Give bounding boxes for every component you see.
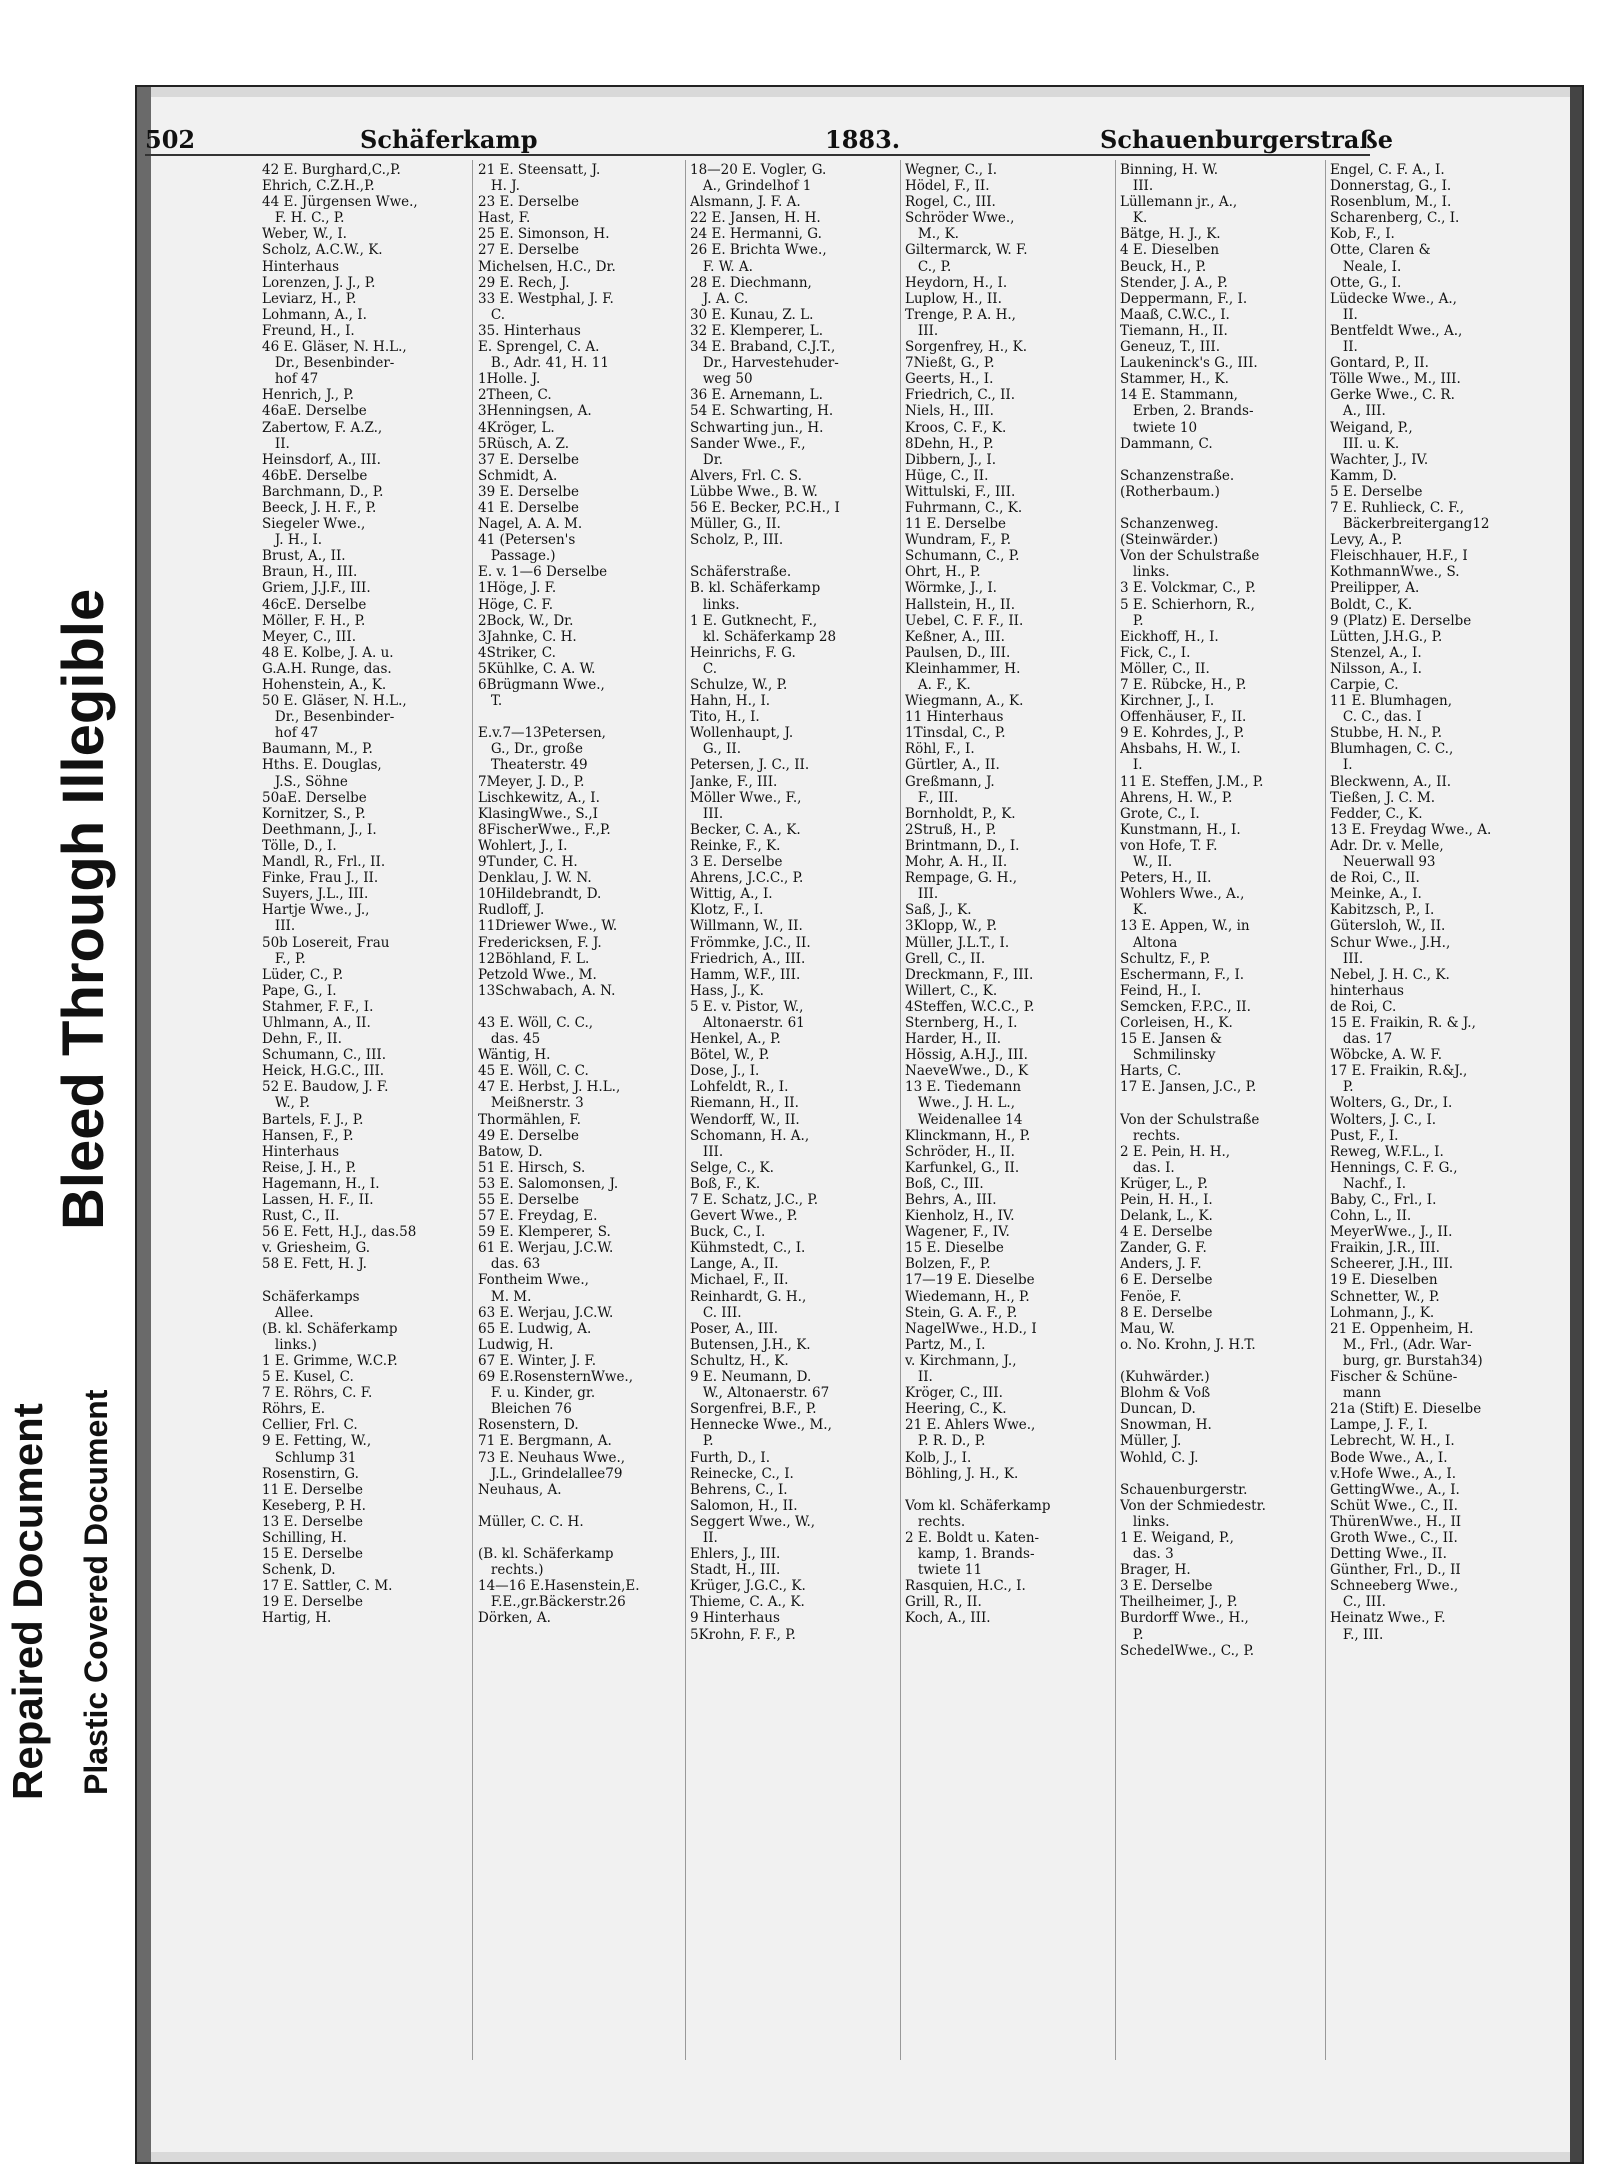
scan-margin: [0, 0, 130, 2177]
header-left-title: Schäferkamp: [360, 125, 538, 154]
header-year: 1883.: [825, 125, 901, 154]
directory-column-3: 18—20 E. Vogler, G. A., Grindelhof 1 Alsmann, J. F. A. 22 E. Jansen, H. H. 24 E. Hermanni, G. 26 E. Brichta Wwe., F. W. A. 28 E. Diechmann, J. A. C. 30 E. Kunau, Z. L. 32 E. Klemperer, L. 34 E. Braband, C.J.T., Dr., Harvestehuder- weg 50 36 E. Arnemann, L. 54 E. Schwarting, H. Schwarting jun., H. Sander Wwe., F., Dr. Alvers, Frl. C. S. Lübbe Wwe., B. W. 56 E. Becker, P.C.H., I Müller, G., II. Scholz, P., III. Schäferstraße. B. kl. Schäferkamp links. 1 E. Gutknecht, F., kl. Schäferkamp 28 Heinrichs, F. G. C. Schulze, W., P. Hahn, H., I. Tito, H., I. Wollenhaupt, J. G., II. Petersen, J. C., II. Janke, F., III. Möller Wwe., F., III. Becker, C. A., K. Reinke, F., K. 3 E. Derselbe Ahrens, J.C.C., P. Wittig, A., I. Klotz, F., I. Willmann, W., II. Frömmke, J.C., II. Friedrich, A., III. Hamm, W.F., III. Hass, J., K. 5 E. v. Pistor, W., Altonaerstr. 61 Henkel, A., P. Bötel, W., P. Dose, J., I. Lohfeldt, R., I. Riemann, H., II. Wendorff, W., II. Schomann, H. A., III. Selge, C., K. Boß, F., K. 7 E. Schatz, J.C., P. Gevert Wwe., P. Buck, C., I. Kühmstedt, C., I. Lange, A., II. Michael, F., II. Reinhardt, G. H., C. III. Poser, A., III. Butensen, J.H., K. Schultz, H., K. 9 E. Neumann, D. W., Altonaerstr. 67 Sorgenfrei, B.F., P. Hennecke Wwe., M., P. Furth, D., I. Reinecke, C., I. Behrens, C., I. Salomon, H., II. Seggert Wwe., W., II. Ehlers, J., III. Stadt, H., III. Krüger, J.G.C., K. Thieme, C. A., K. 9 Hinterhaus 5Krohn, F. F., P.: [690, 162, 840, 1643]
plastic-covered-label: Plastic Covered Document: [78, 1389, 114, 1795]
directory-column-4: Wegner, C., I. Hödel, F., II. Rogel, C., III. Schröder Wwe., M., K. Giltermarck, W. F. C., P. Heydorn, H., I. Luplow, H., II. Trenge, P. A. H., III. Sorgenfrey, H., K. 7Nießt, G., P. Geerts, H., I. Friedrich, C., II. Niels, H., III. Kroos, C. F., K. 8Dehn, H., P. Dibbern, J., I. Hüge, C., II. Wittulski, F., III. Fuhrmann, C., K. 11 E. Derselbe Wundram, F., P. Schumann, C., P. Ohrt, H., P. Wörmke, J., I. Hallstein, H., II. Uebel, C. F. F., II. Keßner, A., III. Paulsen, D., III. Kleinhammer, H. A. F., K. Wiegmann, A., K. 11 Hinterhaus 1Tinsdal, C., P. Röhl, F., I. Gürtler, A., II. Greßmann, J. F., III. Bornholdt, P., K. 2Struß, H., P. Brintmann, D., I. Mohr, A. H., II. Rempage, G. H., III. Saß, J., K. 3Klopp, W., P. Müller, J.L.T., I. Grell, C., II. Dreckmann, F., III. Willert, C., K. 4Steffen, W.C.C., P. Sternberg, H., I. Harder, H., II. Hössig, A.H.J., III. NaeveWwe., D., K 13 E. Tiedemann Wwe., J. H. L., Weidenallee 14 Klinckmann, H., P. Schröder, H., II. Karfunkel, G., II. Boß, C., III. Behrs, A., III. Kienholz, H., IV. Wagener, F., IV. 15 E. Dieselbe Bolzen, F., P. 17—19 E. Dieselbe Wiedemann, H., P. Stein, G. A. F., P. NagelWwe., H.D., I Partz, M., I. v. Kirchmann, J., II. Kröger, C., III. Heering, C., K. 21 E. Ahlers Wwe., P. R. D., P. Kolb, J., I. Böhling, J. H., K. Vom kl. Schäferkamp rechts. 2 E. Boldt u. Katen- kamp, 1. Brands- twiete 11 Rasquien, H.C., I. Grill, R., II. Koch, A., III.: [905, 162, 1051, 1627]
column-divider: [1115, 160, 1116, 2060]
column-divider: [472, 160, 473, 2060]
directory-column-2: 21 E. Steensatt, J. H. J. 23 E. Derselbe Hast, F. 25 E. Simonson, H. 27 E. Derselbe Michelsen, H.C., Dr. 29 E. Rech, J. 33 E. Westphal, J. F. C. 35. Hinterhaus E. Sprengel, C. A. B., Adr. 41, H. 11 1Holle. J. 2Theen, C. 3Henningsen, A. 4Kröger, L. 5Rüsch, A. Z. 37 E. Derselbe Schmidt, A. 39 E. Derselbe 41 E. Derselbe Nagel, A. A. M. 41 (Petersen's Passage.) E. v. 1—6 Derselbe 1Höge, J. F. Höge, C. F. 2Bock, W., Dr. 3Jahnke, C. H. 4Striker, C. 5Kühlke, C. A. W. 6Brügmann Wwe., T. E.v.7—13Petersen, G., Dr., große Theaterstr. 49 7Meyer, J. D., P. Lischkewitz, A., I. KlasingWwe., S.,I 8FischerWwe., F.,P. Wohlert, J., I. 9Tunder, C. H. Denklau, J. W. N. 10Hildebrandt, D. Rudloff, J. 11Driewer Wwe., W. Fredericksen, F. J. 12Böhland, F. L. Petzold Wwe., M. 13Schwabach, A. N. 43 E. Wöll, C. C., das. 45 Wäntig, H. 45 E. Wöll, C. C. 47 E. Herbst, J. H.L., Meißnerstr. 3 Thormählen, F. 49 E. Derselbe Batow, D. 51 E. Hirsch, S. 53 E. Salomonsen, J. 55 E. Derselbe 57 E. Freydag, E. 59 E. Klemperer, S. 61 E. Werjau, J.C.W. das. 63 Fontheim Wwe., M. M. 63 E. Werjau, J.C.W. 65 E. Ludwig, A. Ludwig, H. 67 E. Winter, J. F. 69 E.RosensternWwe., F. u. Kinder, gr. Bleichen 76 Rosenstern, D. 71 E. Bergmann, A. 73 E. Neuhaus Wwe., J.L., Grindelallee79 Neuhaus, A. Müller, C. C. H. (B. kl. Schäferkamp rechts.) 14—16 E.Hasenstein,E. F.E.,gr.Bäckerstr.26 Dörken, A.: [478, 162, 640, 1627]
page-number: 502: [145, 125, 196, 154]
directory-column-1: 42 E. Burghard,C.,P. Ehrich, C.Z.H.,P. 44 E. Jürgensen Wwe., F. H. C., P. Weber, W., I. Scholz, A.C.W., K. Hinterhaus Lorenzen, J. J., P. Leviarz, H., P. Lohmann, A., I. Freund, H., I. 46 E. Gläser, N. H.L., Dr., Besenbinder- hof 47 Henrich, J., P. 46aE. Derselbe Zabertow, F. A.Z., II. Heinsdorf, A., III. 46bE. Derselbe Barchmann, D., P. Beeck, J. H. F., P. Siegeler Wwe., J. H., I. Brust, A., II. Braun, H., III. Griem, J.J.F., III. 46cE. Derselbe Möller, F. H., P. Meyer, C., III. 48 E. Kolbe, J. A. u. G.A.H. Runge, das. Hohenstein, A., K. 50 E. Gläser, N. H.L., Dr., Besenbinder- hof 47 Baumann, M., P. Hths. E. Douglas, J.S., Söhne 50aE. Derselbe Kornitzer, S., P. Deethmann, J., I. Tölle, D., I. Mandl, R., Frl., II. Finke, Frau J., II. Suyers, J.L., III. Hartje Wwe., J., III. 50b Losereit, Frau F., P. Lüder, C., P. Pape, G., I. Stahmer, F. F., I. Uhlmann, A., II. Dehn, F., II. Schumann, C., III. Heick, H.G.C., III. 52 E. Baudow, J. F. W., P. Bartels, F. J., P. Hansen, F., P. Hinterhaus Reise, J. H., P. Hagemann, H., I. Lassen, H. F., II. Rust, C., II. 56 E. Fett, H.J., das.58 v. Griesheim, G. 58 E. Fett, H. J. Schäferkamps Allee. (B. kl. Schäferkamp links.) 1 E. Grimme, W.C.P. 5 E. Kusel, C. 7 E. Röhrs, C. F. Röhrs, E. Cellier, Frl. C. 9 E. Fetting, W., Schlump 31 Rosenstirn, G. 11 E. Derselbe Keseberg, P. H. 13 E. Derselbe Schilling, H. 15 E. Derselbe Schenk, D. 17 E. Sattler, C. M. 19 E. Derselbe Hartig, H.: [262, 162, 418, 1627]
directory-column-5: Binning, H. W. III. Lüllemann jr., A., K. Bätge, H. J., K. 4 E. Dieselben Beuck, H., P. Stender, J. A., P. Deppermann, F., I. Maaß, C.W.C., I. Tiemann, H., II. Geneuz, T., III. Laukeninck's G., III. Stammer, H., K. 14 E. Stammann, Erben, 2. Brands- twiete 10 Dammann, C. Schanzenstraße. (Rotherbaum.) Schanzenweg. (Steinwärder.) Von der Schulstraße links. 3 E. Volckmar, C., P. 5 E. Schierhorn, R., P. Eickhoff, H., I. Fick, C., I. Möller, C., II. 7 E. Rübcke, H., P. Kirchner, J., I. Offenhäuser, F., II. 9 E. Kohrdes, J., P. Ahsbahs, H. W., I. I. 11 E. Steffen, J.M., P. Ahrens, H. W., P. Grote, C., I. Kunstmann, H., I. von Hofe, T. F. W., II. Peters, H., II. Wohlers Wwe., A., K. 13 E. Appen, W., in Altona Schultz, F., P. Eschermann, F., I. Feind, H., I. Semcken, F.P.C., II. Corleisen, H., K. 15 E. Jansen & Schmilinsky Harts, C. 17 E. Jansen, J.C., P. Von der Schulstraße rechts. 2 E. Pein, H. H., das. I. Krüger, L., P. Pein, H. H., I. Delank, L., K. 4 E. Derselbe Zander, G. F. Anders, J. F. 6 E. Derselbe Fenöe, F. 8 E. Derselbe Mau, W. o. No. Krohn, J. H.T. (Kuhwärder.) Blohm & Voß Duncan, D. Snowman, H. Müller, J. Wohld, C. J. Schauenburgerstr. Von der Schmiedestr. links. 1 E. Weigand, P., das. 3 Brager, H. 3 E. Derselbe Theilheimer, J., P. Burdorff Wwe., H., P. SchedelWwe., C., P.: [1120, 162, 1266, 1659]
header-rule: [145, 154, 1370, 156]
bleed-through-label: Bleed Through Illegible: [51, 588, 116, 1230]
header-right-title: Schauenburgerstraße: [1100, 125, 1393, 154]
repaired-document-label: Repaired Document: [4, 1403, 51, 1800]
column-divider: [1325, 160, 1326, 2060]
page-header: [145, 125, 1393, 154]
column-divider: [685, 160, 686, 2060]
column-divider: [900, 160, 901, 2060]
page-right-edge: [1570, 87, 1582, 2162]
directory-column-6: Engel, C. F. A., I. Donnerstag, G., I. Rosenblum, M., I. Scharenberg, C., I. Kob, F., I. Otte, Claren & Neale, I. Otte, G., I. Lüdecke Wwe., A., II. Bentfeldt Wwe., A., II. Gontard, P., II. Tölle Wwe., M., III. Gerke Wwe., C. R. A., III. Weigand, P., III. u. K. Wachter, J., IV. Kamm, D. 5 E. Derselbe 7 E. Ruhlieck, C. F., Bäckerbreitergang12 Levy, A., P. Fleischhauer, H.F., I KothmannWwe., S. Preilipper, A. Boldt, C., K. 9 (Platz) E. Derselbe Lütten, J.H.G., P. Stenzel, A., I. Nilsson, A., I. Carpie, C. 11 E. Blumhagen, C. C., das. I Stubbe, H. N., P. Blumhagen, C. C., I. Bleckwenn, A., II. Tießen, J. C. M. Fedder, C., K. 13 E. Freydag Wwe., A. Adr. Dr. v. Melle, Neuerwall 93 de Roi, C., II. Meinke, A., I. Kabitzsch, P., I. Gütersloh, W., II. Schur Wwe., J.H., III. Nebel, J. H. C., K. hinterhaus de Roi, C. 15 E. Fraikin, R. & J., das. 17 Wöbcke, A. W. F. 17 E. Fraikin, R.&J., P. Wolters, G., Dr., I. Wolters, J. C., I. Pust, F., I. Reweg, W.F.L., I. Hennings, C. F. G., Nachf., I. Baby, C., Frl., I. Cohn, L., II. MeyerWwe., J., II. Fraikin, J.R., III. Scheerer, J.H., III. 19 E. Dieselben Schnetter, W., P. Lohmann, J., K. 21 E. Oppenheim, H. M., Frl., (Adr. War- burg, gr. Burstah34) Fischer & Schüne- mann 21a (Stift) E. Dieselbe Lampe, J. F., I. Lebrecht, W. H., I. Bode Wwe., A., I. v.Hofe Wwe., A., I. GettingWwe., A., I. Schüt Wwe., C., II. ThürenWwe., H., II Groth Wwe., C., II. Detting Wwe., II. Günther, Frl., D., II Schneeberg Wwe., C., III. Heinatz Wwe., F. F., III.: [1330, 162, 1492, 1643]
page-left-edge: [137, 87, 151, 2162]
